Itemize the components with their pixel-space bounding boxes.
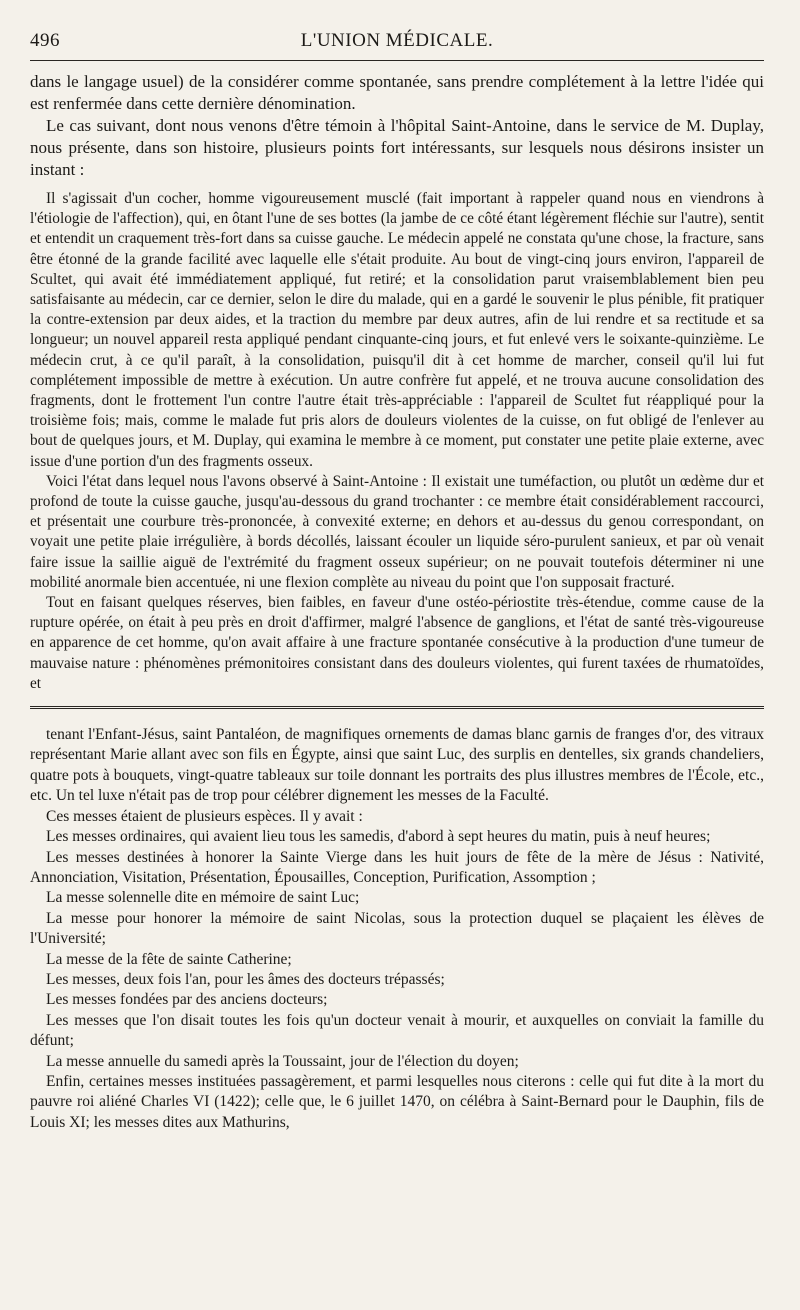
feuilleton-paragraph: Ces messes étaient de plusieurs espèces. Il y avait :: [46, 807, 363, 825]
running-title: L'UNION MÉDICALE.: [300, 30, 494, 51]
feuilleton-paragraph: Enfin, certaines messes instituées passagèrement, et parmi lesquelles nous citerons : celle qui fut dite à la mort du pauvre roi aliéné Charles VI (1422); celle que, le 6 juillet 1470, on célébra à Saint-Bernard pour le Dauphin, fils de Louis XI; les messes dites aux Mathurins,: [30, 1072, 764, 1131]
feuilleton-paragraph: Les messes, deux fois l'an, pour les âmes des docteurs trépassés;: [46, 970, 445, 988]
lead-paragraph: Le cas suivant, dont nous venons d'être témoin à l'hôpital Saint-Antoine, dans le service de M. Duplay, nous présente, dans son histoire, plusieurs points fort intéressants, sur lesquels nous désirons insister un instant :: [30, 116, 764, 179]
feuilleton-paragraph: La messe pour honorer la mémoire de saint Nicolas, sous la protection duquel se plaçaient les élèves de l'Université;: [30, 909, 764, 948]
case-paragraph: Il s'agissait d'un cocher, homme vigoureusement musclé (fait important à rappeler quand nous en viendrons à l'étiologie de l'affection), qui, en ôtant l'une de ses bottes (la jambe de ce côté étant légèrement fléchie sur l'autre), sentit et entendit un craquement très-fort dans sa cuisse gauche. Le médecin appelé ne constata qu'une chose, la fracture, sans être étonné de la grande facilité avec laquelle elle s'était produite. Au bout de vingt-cinq jours environ, l'appareil de Scultet, qui avait été immédiatement appliqué, fut retiré; et la consolidation parut vraisemblablement bien peu satisfaisante au médecin, car ce dernier, selon le dire du malade, qui en a gardé le souvenir le plus pénible, fit pratiquer la contre-extension par deux aides, et la traction du membre par deux autres, afin de lui rendre et sa rectitude et sa longueur; un nouvel appareil resta appliqué pendant cinquante-cinq jours, et fut enlevé vers le soixante-quinzième. Le médecin crut, à ce qu'il paraît, à la consolidation, puisqu'il dit à cet homme de marcher, conseil qu'il lui fut complétement impossible de mettre à exécution. Un autre confrère fut appelé, et ne trouva aucune consolidation des fragments, dont le frottement l'un contre l'autre était très-appréciable : l'appareil de Scultet fut réappliqué pour la troisième fois; mais, comme le malade fut pris alors de douleurs violentes de la cuisse, on fut obligé de l'enlever au bout de quelques jours, et M. Duplay, qui examina le membre à ce moment, put constater une petite plaie externe, avec issue d'une portion d'un des fragments osseux.: [30, 190, 764, 470]
feuilleton-paragraph: Les messes destinées à honorer la Sainte Vierge dans les huit jours de fête de la mère de Jésus : Nativité, Annonciation, Visitation, Présentation, Épousailles, Conception, Purification, Assomption ;: [30, 848, 764, 886]
feuilleton-section: [30, 725, 764, 1133]
case-paragraph: Tout en faisant quelques réserves, bien faibles, en faveur d'une ostéo-périostite très-étendue, comme cause de la rupture opérée, on était à peu près en droit d'affirmer, malgré l'absence de ganglions, et l'état de santé très-vigoureuse en apparence de cet homme, qu'on avait affaire à une fracture spontanée consécutive à la production d'une tumeur de mauvaise nature : phénomènes prémonitoires consistant dans des douleurs violentes, qui furent taxées de rhumatoïdes, et: [30, 594, 764, 692]
feuilleton-paragraph: tenant l'Enfant-Jésus, saint Pantaléon, de magnifiques ornements de damas blanc garnis de franges d'or, des vitraux représentant Marie allant avec son fils en Égypte, ainsi que saint Luc, des surplis en dentelles, six grands chandeliers, quatre pots à bouquets, vingt-quatre tableaux sur toile donnant les portraits des plus illustres membres de l'École, etc., etc. Un tel luxe n'était pas de trop pour célébrer dignement les messes de la Faculté.: [30, 726, 764, 805]
article-lead: [30, 71, 764, 181]
case-report: [30, 189, 764, 694]
feuilleton-paragraph: Les messes ordinaires, qui avaient lieu tous les samedis, d'abord à sept heures du matin, puis à neuf heures;: [46, 828, 711, 846]
feuilleton-paragraph: La messe solennelle dite en mémoire de saint Luc;: [46, 889, 360, 907]
feuilleton-paragraph: La messe annuelle du samedi après la Toussaint, jour de l'élection du doyen;: [46, 1052, 519, 1070]
feuilleton-paragraph: Les messes fondées par des anciens docteurs;: [46, 991, 328, 1009]
feuilleton-divider: [30, 706, 764, 709]
header-rule: [30, 60, 764, 61]
feuilleton-paragraph: Les messes que l'on disait toutes les fois qu'un docteur venait à mourir, et auxquelles on conviait la famille du défunt;: [30, 1011, 764, 1050]
page-number: 496: [30, 30, 60, 51]
case-paragraph: Voici l'état dans lequel nous l'avons observé à Saint-Antoine : Il existait une tuméfaction, ou plutôt un œdème dur et profond de toute la cuisse gauche, jusqu'au-dessous du grand trochanter : ce membre était considérablement raccourci, et présentait une courbure très-prononcée, à convexité externe; en dehors et au-dessus du genou correspondant, on voyait une petite plaie irrégulière, à bords décollés, laissant écouler un liquide séro-purulent sanieux, et par où venait faire issue la saillie aiguë de l'extrémité du fragment osseux supérieur; on ne pouvait toutefois déterminer ni une mobilité anormale bien accentuée, ni une flexion complète au niveau du point que l'on supposait fracturé.: [30, 472, 764, 591]
page-header: [30, 30, 764, 52]
feuilleton-paragraph: La messe de la fête de sainte Catherine;: [46, 950, 292, 968]
lead-paragraph: dans le langage usuel) de la considérer comme spontanée, sans prendre complétement à la lettre l'idée qui est renfermée dans cette dernière dénomination.: [30, 72, 764, 113]
